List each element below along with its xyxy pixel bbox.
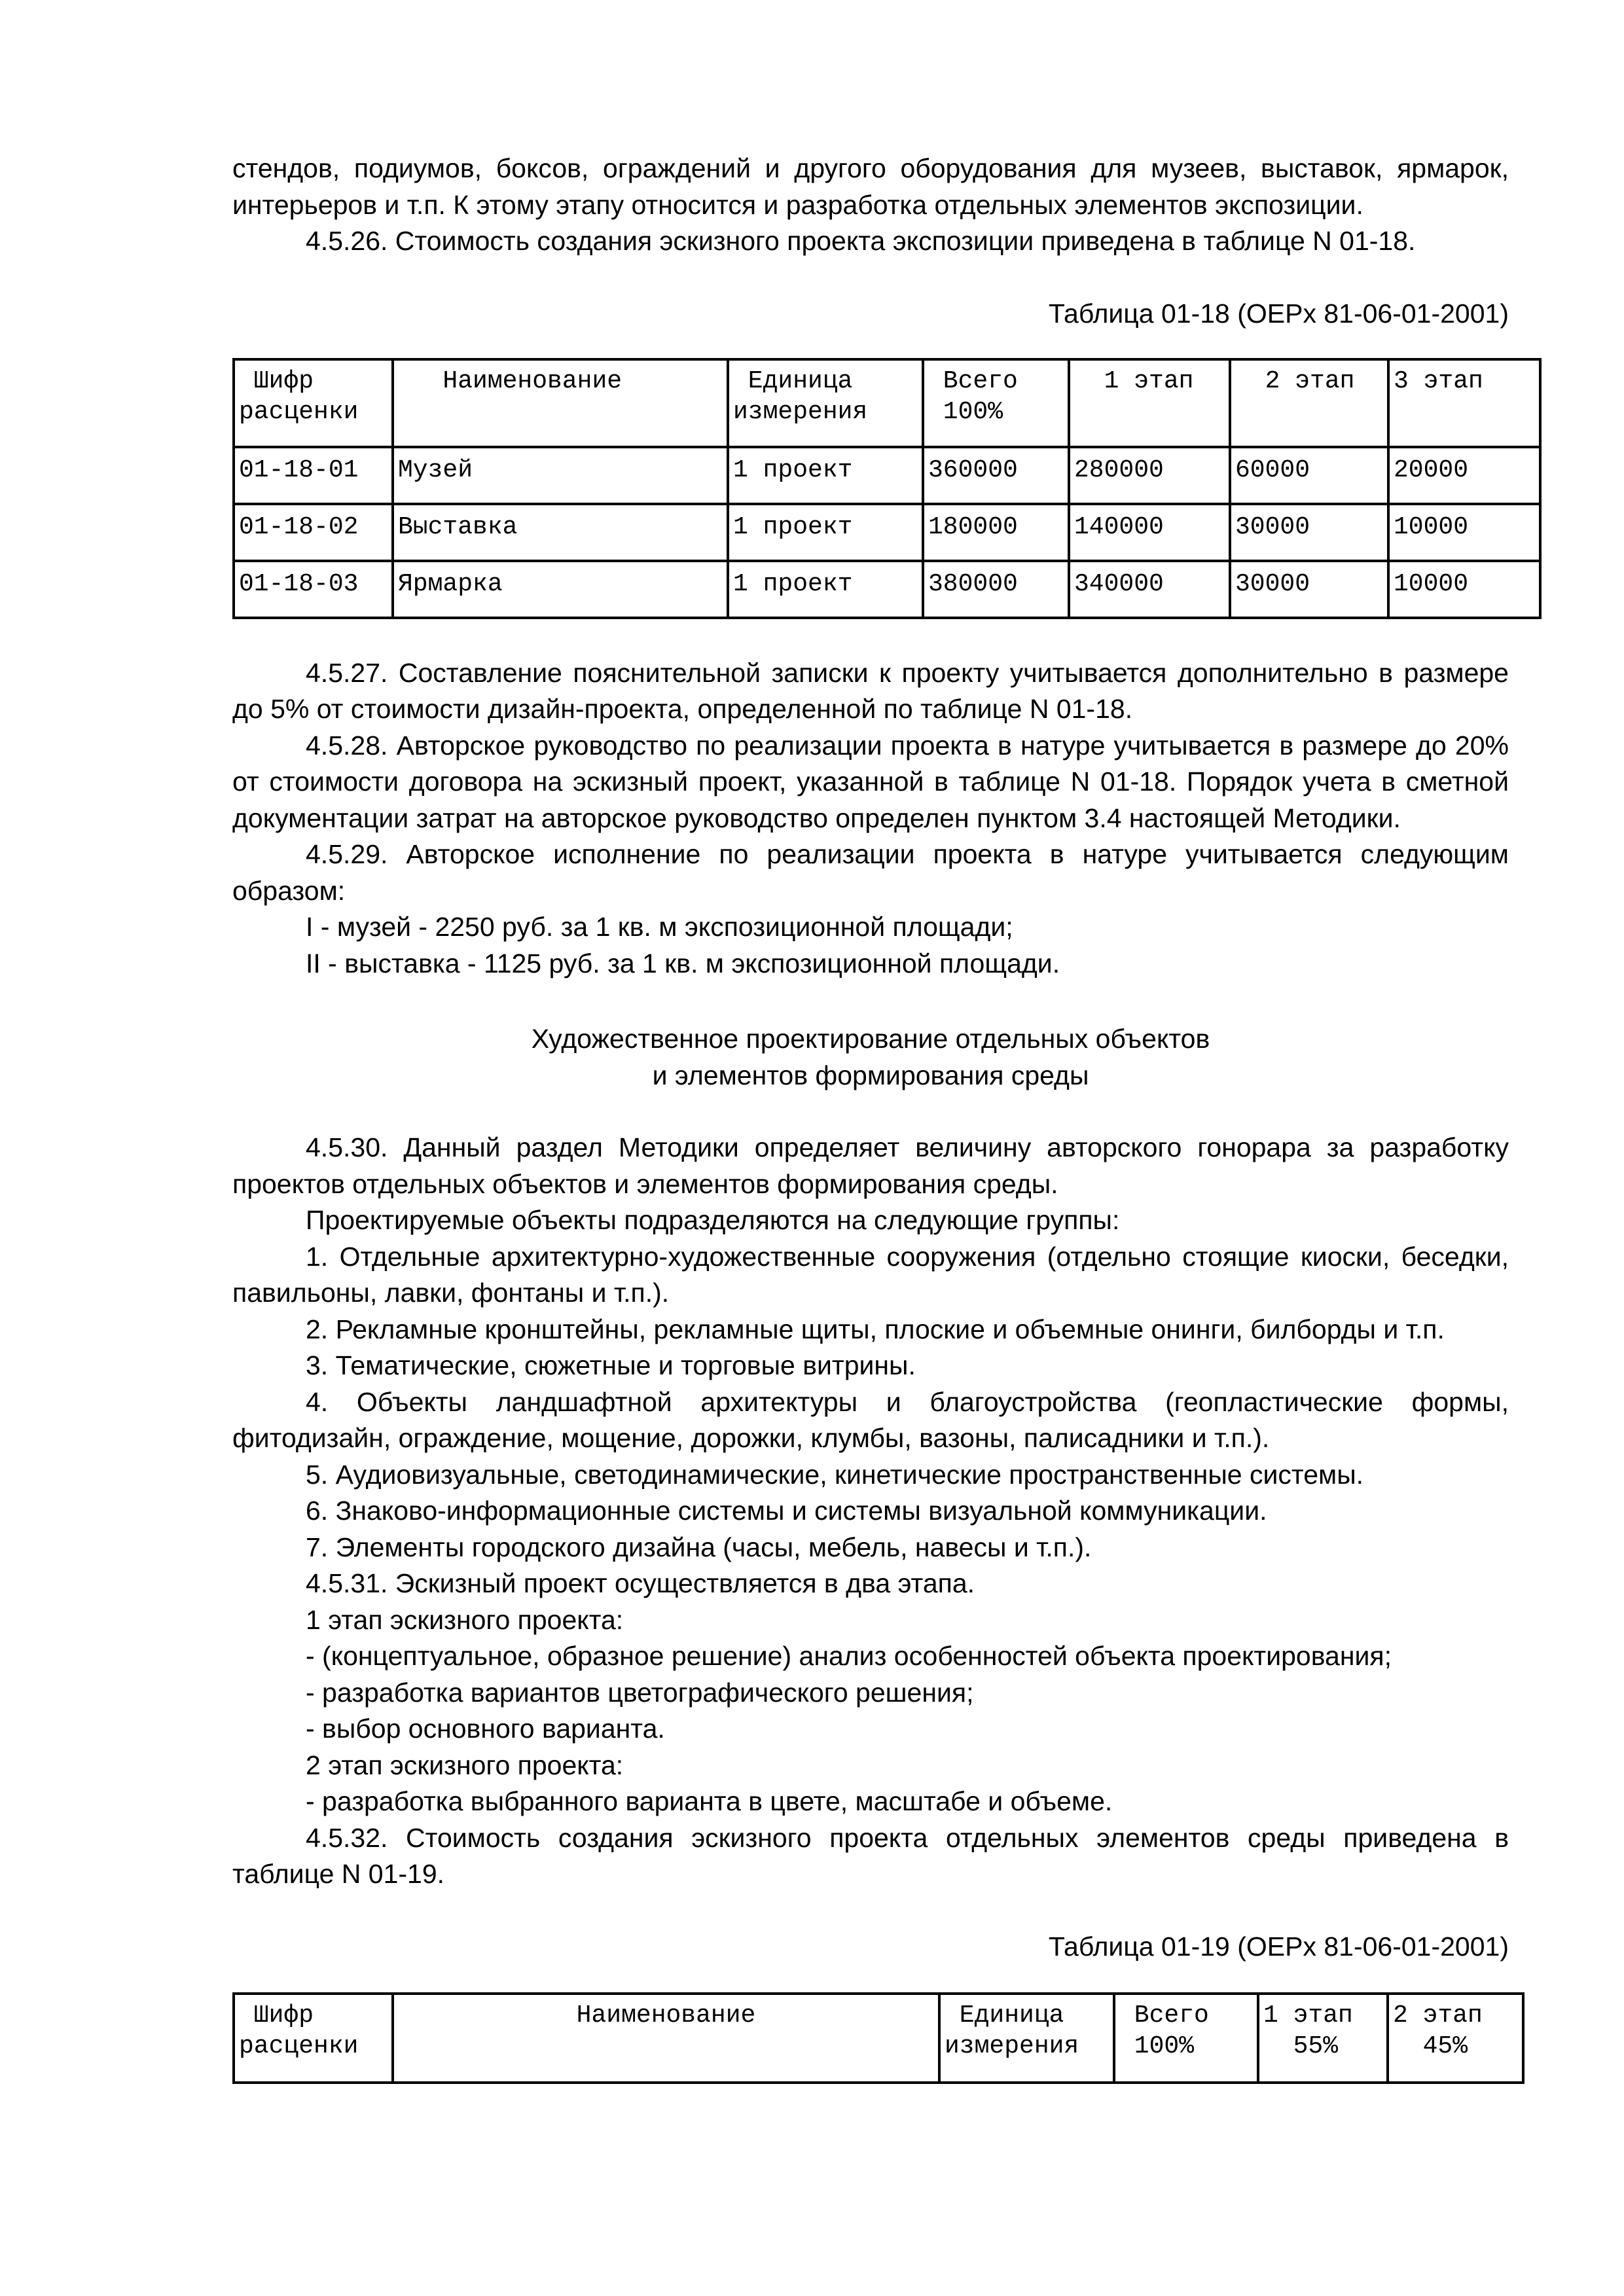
- header-total: Всего 100%: [1114, 1994, 1258, 2083]
- clause-4-5-29: 4.5.29. Авторское исполнение по реализации проекта в натуре учитывается следующим образом:: [232, 839, 1509, 906]
- header-stage-2: 2 этап 45%: [1388, 1994, 1523, 2083]
- table-01-18-caption: Таблица 01-18 (ОЕРх 81-06-01-2001): [1048, 298, 1509, 329]
- cell-name: Выставка: [393, 504, 728, 561]
- cell-stage-2: 30000: [1230, 561, 1388, 618]
- cell-total: 180000: [923, 504, 1069, 561]
- section-4-5-30-32: [232, 1130, 1509, 1893]
- header-name: Наименование: [393, 359, 728, 447]
- header-name: Наименование: [393, 1994, 939, 2083]
- heading-line-1: Художественное проектирование отдельных объектов: [531, 1024, 1210, 1054]
- intro-clause-4-5-26: 4.5.26. Стоимость создания эскизного проекта экспозиции приведена в таблице N 01-18.: [306, 226, 1416, 256]
- list-item: 3. Тематические, сюжетные и торговые витрины.: [306, 1350, 916, 1380]
- cell-code: 01-18-01: [234, 447, 393, 504]
- intro-paragraph: стендов, подиумов, боксов, ограждений и другого оборудования для музеев, выставок, ярмарок, интерьеров и т.п. К этому этапу относится и разработка отдельных элементов экспозиции.: [232, 153, 1509, 220]
- header-stage-1: 1 этап: [1069, 359, 1230, 447]
- list-item: 6. Знаково-информационные системы и системы визуальной коммуникации.: [306, 1496, 1267, 1526]
- rate-museum: I - музей - 2250 руб. за 1 кв. м экспозиционной площади;: [306, 912, 1013, 942]
- section-heading: [232, 1021, 1509, 1094]
- cell-unit: 1 проект: [728, 447, 923, 504]
- clause-4-5-32: 4.5.32. Стоимость создания эскизного проекта отдельных элементов среды приведена в таблице N 01-19.: [232, 1822, 1509, 1889]
- cell-total: 360000: [923, 447, 1069, 504]
- cell-unit: 1 проект: [728, 561, 923, 618]
- clause-4-5-27: 4.5.27. Составление пояснительной записки к проекту учитывается дополнительно в размере до 5% от стоимости дизайн-проекта, определенной по таблице N 01-18.: [232, 657, 1509, 724]
- list-item: 7. Элементы городского дизайна (часы, мебель, навесы и т.п.).: [306, 1532, 1092, 1562]
- heading-line-2: и элементов формирования среды: [652, 1060, 1089, 1090]
- cell-stage-1: 340000: [1069, 561, 1230, 618]
- list-item: - разработка вариантов цветографического решения;: [306, 1677, 974, 1708]
- cell-total: 380000: [923, 561, 1069, 618]
- list-item: - разработка выбранного варианта в цвете, масштабе и объеме.: [306, 1786, 1113, 1816]
- cell-stage-3: 20000: [1388, 447, 1540, 504]
- list-item: - (концептуальное, образное решение) анализ особенностей объекта проектирования;: [306, 1641, 1392, 1671]
- cell-stage-1: 140000: [1069, 504, 1230, 561]
- cell-stage-2: 30000: [1230, 504, 1388, 561]
- rate-exhibition: II - выставка - 1125 руб. за 1 кв. м экспозиционной площади.: [306, 948, 1060, 978]
- header-unit: Единица измерения: [728, 359, 923, 447]
- list-item: 1. Отдельные архитектурно-художественные сооружения (отдельно стоящие киоски, беседки, павильоны, лавки, фонтаны и т.п.).: [232, 1241, 1509, 1308]
- table-row: [234, 561, 1540, 618]
- document-page: [232, 151, 1509, 2084]
- cell-code: 01-18-02: [234, 504, 393, 561]
- table-row: [234, 504, 1540, 561]
- clause-4-5-31: 4.5.31. Эскизный проект осуществляется в два этапа.: [306, 1568, 975, 1598]
- header-code: Шифр расценки: [234, 359, 393, 447]
- header-code: Шифр расценки: [234, 1994, 393, 2083]
- header-total: Всего 100%: [923, 359, 1069, 447]
- cell-code: 01-18-03: [234, 561, 393, 618]
- stage-2-title: 2 этап эскизного проекта:: [306, 1749, 624, 1780]
- header-stage-3: 3 этап: [1388, 359, 1540, 447]
- clause-4-5-30: 4.5.30. Данный раздел Методики определяет величину авторского гонорара за разработку проектов отдельных объектов и элементов формирования среды.: [232, 1132, 1509, 1199]
- section-4-5-27-29: [232, 655, 1509, 982]
- list-item: 2. Рекламные кронштейны, рекламные щиты, плоские и объемные онинги, билборды и т.п.: [306, 1314, 1445, 1344]
- clause-4-5-28: 4.5.28. Авторское руководство по реализации проекта в натуре учитывается в размере до 20% от стоимости договора на эскизный проект, указанной в таблице N 01-18. Порядок учета в сметной документации затрат на авторское руководство определен пунктом 3.4 настоящей Методики.: [232, 730, 1509, 833]
- list-item: 4. Объекты ландшафтной архитектуры и благоустройства (геопластические формы, фитодизайн, ограждение, мощение, дорожки, клумбы, вазоны, палисадники и т.п.).: [232, 1386, 1509, 1453]
- cell-name: Музей: [393, 447, 728, 504]
- table-header-row: [234, 1994, 1523, 2083]
- list-item: - выбор основного варианта.: [306, 1713, 665, 1744]
- cell-unit: 1 проект: [728, 504, 923, 561]
- cell-stage-1: 280000: [1069, 447, 1230, 504]
- table-01-18: [232, 358, 1542, 619]
- cell-stage-3: 10000: [1388, 561, 1540, 618]
- cell-name: Ярмарка: [393, 561, 728, 618]
- cell-stage-2: 60000: [1230, 447, 1388, 504]
- stage-1-title: 1 этап эскизного проекта:: [306, 1604, 624, 1635]
- header-stage-2: 2 этап: [1230, 359, 1388, 447]
- table-header-row: [234, 359, 1540, 447]
- table-01-19-caption: Таблица 01-19 (ОЕРх 81-06-01-2001): [1048, 1931, 1509, 1962]
- cell-stage-3: 10000: [1388, 504, 1540, 561]
- table-row: [234, 447, 1540, 504]
- header-stage-1: 1 этап 55%: [1258, 1994, 1388, 2083]
- table-01-19: [232, 1992, 1525, 2084]
- header-unit: Единица измерения: [939, 1994, 1114, 2083]
- groups-intro: Проектируемые объекты подразделяются на следующие группы:: [306, 1205, 1120, 1235]
- list-item: 5. Аудиовизуальные, светодинамические, кинетические пространственные системы.: [306, 1459, 1364, 1490]
